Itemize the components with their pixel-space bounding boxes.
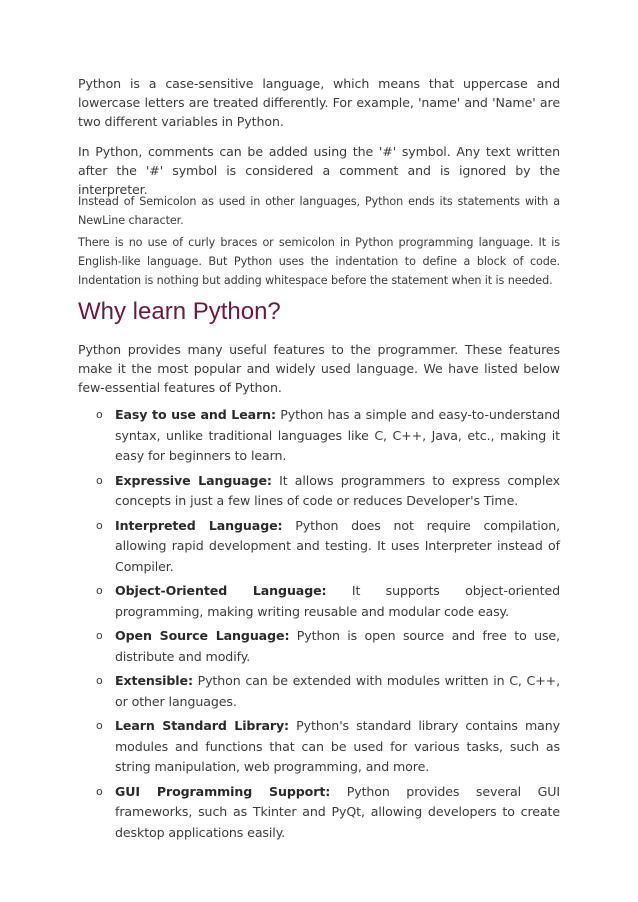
circle-bullet-icon: o [96, 518, 103, 532]
list-item [78, 581, 560, 622]
list-item [78, 516, 560, 578]
feature-title: Expressive Language: [115, 472, 272, 488]
list-item [78, 626, 560, 667]
circle-bullet-icon: o [96, 584, 103, 597]
feature-description: Python's standard library contains many modules and functions that can be used for various tasks, such as string manipulation, web programming, and more. [115, 718, 560, 774]
indentation-paragraph: There is no use of curly braces or semicolon in Python programming language. It is English-like language. But Python uses the indentation to define a block of code. Indentation is nothing but adding whitespace before the statement when it is needed. [78, 236, 560, 287]
feature-title: Object-Oriented Language: [115, 583, 327, 598]
feature-title: Interpreted Language: [115, 517, 283, 533]
feature-description: Python is open source and free to use, distribute and modify. [115, 628, 560, 664]
feature-description: Python does not require compilation, allowing rapid development and testing. It uses Interpreter instead of Compiler. [115, 517, 560, 574]
feature-title: Extensible: [115, 673, 193, 688]
feature-description: It allows programmers to express complex concepts in just a few lines of code or reduces Developer's Time. [115, 472, 561, 508]
circle-bullet-icon: o [96, 408, 103, 421]
feature-title: Learn Standard Library: [115, 718, 289, 733]
feature-description: It supports object-oriented programming, making writing reusable and modular code easy. [115, 583, 560, 619]
list-item [78, 471, 560, 512]
feature-description: Python has a simple and easy-to-understand syntax, unlike traditional languages like C, C++, Java, etc., making it easy for beginners to learn. [115, 407, 560, 463]
feature-title: Easy to use and Learn: [115, 407, 276, 422]
comments-paragraph: In Python, comments can be added using the '#' symbol. Any text written after the '#' symbol is considered a comment and is ignored by the interpreter. [78, 144, 560, 197]
list-item [78, 671, 560, 712]
feature-title: GUI Programming Support: [115, 783, 331, 799]
circle-bullet-icon: o [96, 674, 103, 687]
semicolon-paragraph: Instead of Semicolon as used in other languages, Python ends its statements with a NewLine character. [78, 195, 560, 227]
case-sensitivity-paragraph: Python is a case-sensitive language, which means that uppercase and lowercase letters are treated differently. For example, 'name' and 'Name' are two different variables in Python. [78, 76, 560, 129]
circle-bullet-icon: o [96, 473, 103, 487]
feature-description: Python provides several GUI frameworks, such as Tkinter and PyQt, allowing developers to create desktop applications easily. [115, 783, 560, 840]
list-item [78, 405, 560, 467]
features-list [78, 405, 560, 847]
circle-bullet-icon: o [96, 719, 103, 732]
circle-bullet-icon: o [96, 784, 103, 798]
circle-bullet-icon: o [96, 629, 103, 642]
feature-description: Python can be extended with modules written in C, C++, or other languages. [115, 673, 560, 709]
list-item [78, 782, 560, 844]
section-heading: Why learn Python? [78, 298, 281, 325]
feature-title: Open Source Language: [115, 628, 290, 643]
list-item [78, 716, 560, 778]
section-intro-paragraph: Python provides many useful features to the programmer. These features make it the most popular and widely used language. We have listed below few-essential features of Python. [78, 342, 560, 395]
